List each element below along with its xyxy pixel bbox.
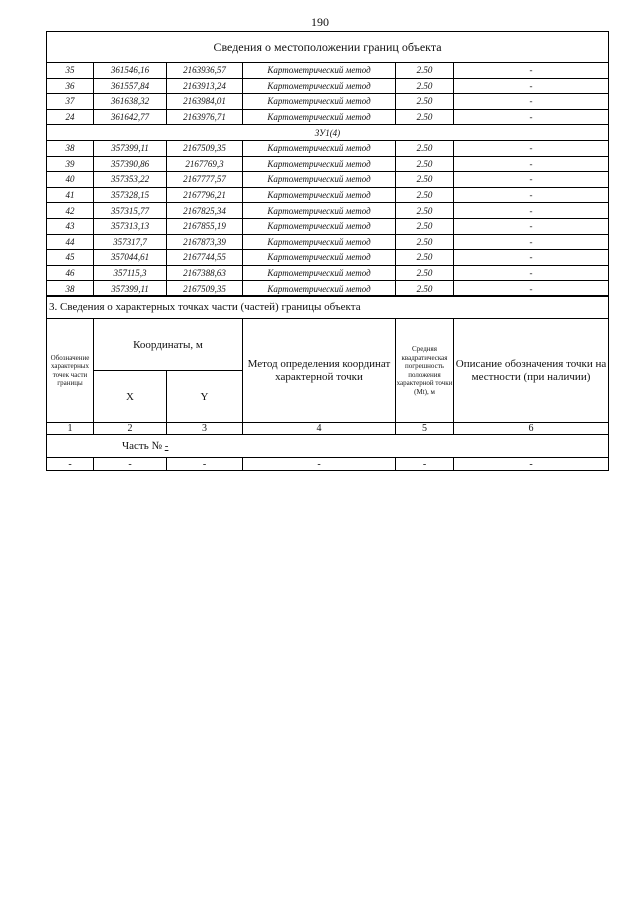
- coord-y: 2167873,39: [167, 234, 243, 250]
- coord-y: 2163936,57: [167, 63, 243, 79]
- coord-y: 2167388,63: [167, 265, 243, 281]
- table-row: [47, 187, 609, 203]
- coord-x: 357317,7: [94, 234, 167, 250]
- coord-y: 2163976,71: [167, 109, 243, 125]
- dash-cell: -: [47, 458, 94, 471]
- method-cell: Картометрический метод: [243, 109, 396, 125]
- description-cell: -: [454, 187, 609, 203]
- coord-y: 2163984,01: [167, 94, 243, 110]
- col-number: 4: [243, 423, 396, 435]
- col-number: 6: [454, 423, 609, 435]
- method-cell: Картометрический метод: [243, 234, 396, 250]
- table-row: [47, 156, 609, 172]
- description-cell: -: [454, 265, 609, 281]
- coord-x: 357353,22: [94, 172, 167, 188]
- header-mt: Средняя квадратическая погрешность положения характерной точки (Mt), м: [396, 319, 454, 423]
- description-cell: -: [454, 78, 609, 94]
- table-row: [47, 234, 609, 250]
- coord-x: 361642,77: [94, 109, 167, 125]
- coord-x: 357115,3: [94, 265, 167, 281]
- boundary-coordinates-table: [46, 31, 609, 297]
- dash-cell: -: [454, 458, 609, 471]
- dash-cell: -: [396, 458, 454, 471]
- point-number: 37: [47, 94, 94, 110]
- table-row: [47, 109, 609, 125]
- mt-cell: 2.50: [396, 218, 454, 234]
- mt-cell: 2.50: [396, 203, 454, 219]
- header-method: Метод определения координат характерной точки: [243, 319, 396, 423]
- coord-y: 2167777,57: [167, 172, 243, 188]
- part-label-cell: [47, 435, 609, 458]
- empty-data-row: [47, 458, 609, 471]
- table-row: [47, 203, 609, 219]
- coord-y: 2167855,19: [167, 218, 243, 234]
- point-number: 35: [47, 63, 94, 79]
- column-numbers-row: [47, 423, 609, 435]
- section-title-row: [47, 32, 609, 63]
- dash-cell: -: [167, 458, 243, 471]
- point-number: 36: [47, 78, 94, 94]
- table-row: [47, 250, 609, 266]
- mt-cell: 2.50: [396, 187, 454, 203]
- mt-cell: 2.50: [396, 234, 454, 250]
- description-cell: -: [454, 203, 609, 219]
- col-number: 1: [47, 423, 94, 435]
- method-cell: Картометрический метод: [243, 218, 396, 234]
- mt-cell: 2.50: [396, 94, 454, 110]
- group-row: [47, 125, 609, 141]
- part-label: Часть №: [122, 440, 162, 452]
- mt-cell: 2.50: [396, 140, 454, 156]
- description-cell: -: [454, 156, 609, 172]
- mt-cell: 2.50: [396, 63, 454, 79]
- coord-x: 357399,11: [94, 281, 167, 297]
- method-cell: Картометрический метод: [243, 94, 396, 110]
- coord-y: 2167796,21: [167, 187, 243, 203]
- point-number: 46: [47, 265, 94, 281]
- coord-y: 2167509,35: [167, 140, 243, 156]
- dash-cell: -: [94, 458, 167, 471]
- part-boundary-points-table: [46, 295, 609, 471]
- mt-cell: 2.50: [396, 156, 454, 172]
- point-number: 44: [47, 234, 94, 250]
- mt-cell: 2.50: [396, 265, 454, 281]
- section3-title-row: [47, 296, 609, 319]
- point-number: 40: [47, 172, 94, 188]
- method-cell: Картометрический метод: [243, 187, 396, 203]
- method-cell: Картометрический метод: [243, 250, 396, 266]
- method-cell: Картометрический метод: [243, 265, 396, 281]
- header-x: X: [94, 371, 167, 423]
- page-number: 190: [311, 15, 329, 29]
- mt-cell: 2.50: [396, 172, 454, 188]
- description-cell: -: [454, 234, 609, 250]
- coord-x: 357313,13: [94, 218, 167, 234]
- method-cell: Картометрический метод: [243, 281, 396, 297]
- mt-cell: 2.50: [396, 109, 454, 125]
- coord-y: 2167744,55: [167, 250, 243, 266]
- point-number: 38: [47, 281, 94, 297]
- dash-cell: -: [243, 458, 396, 471]
- coord-y: 2167509,35: [167, 281, 243, 297]
- coord-x: 361638,32: [94, 94, 167, 110]
- header-coordinates: Координаты, м: [94, 319, 243, 371]
- coord-x: 357315,77: [94, 203, 167, 219]
- method-cell: Картометрический метод: [243, 172, 396, 188]
- coord-y: 2167769,3: [167, 156, 243, 172]
- table-row: [47, 218, 609, 234]
- point-number: 43: [47, 218, 94, 234]
- point-number: 24: [47, 109, 94, 125]
- point-number: 39: [47, 156, 94, 172]
- part-row: [47, 435, 609, 458]
- method-cell: Картометрический метод: [243, 203, 396, 219]
- point-number: 45: [47, 250, 94, 266]
- coord-x: 357044,61: [94, 250, 167, 266]
- coord-x: 357390,86: [94, 156, 167, 172]
- coord-x: 357328,15: [94, 187, 167, 203]
- header-description: Описание обозначения точки на местности (при наличии): [454, 319, 609, 423]
- table-row: [47, 140, 609, 156]
- method-cell: Картометрический метод: [243, 156, 396, 172]
- mt-cell: 2.50: [396, 281, 454, 297]
- col-number: 3: [167, 423, 243, 435]
- table-row: [47, 63, 609, 79]
- description-cell: -: [454, 281, 609, 297]
- method-cell: Картометрический метод: [243, 63, 396, 79]
- description-cell: -: [454, 94, 609, 110]
- table-row: [47, 172, 609, 188]
- mt-cell: 2.50: [396, 78, 454, 94]
- coord-x: 357399,11: [94, 140, 167, 156]
- coord-y: 2163913,24: [167, 78, 243, 94]
- col-number: 2: [94, 423, 167, 435]
- section3-title: 3. Сведения о характерных точках части (частей) границы объекта: [47, 296, 609, 319]
- header-y: Y: [167, 371, 243, 423]
- coord-x: 361557,84: [94, 78, 167, 94]
- mt-cell: 2.50: [396, 250, 454, 266]
- section-title: Сведения о местоположении границ объекта: [47, 32, 609, 63]
- method-cell: Картометрический метод: [243, 78, 396, 94]
- description-cell: -: [454, 63, 609, 79]
- method-cell: Картометрический метод: [243, 140, 396, 156]
- description-cell: -: [454, 172, 609, 188]
- point-number: 38: [47, 140, 94, 156]
- part-number: -: [164, 440, 169, 452]
- header-row-1: [47, 319, 609, 371]
- table-row: [47, 265, 609, 281]
- description-cell: -: [454, 250, 609, 266]
- table-row: [47, 78, 609, 94]
- description-cell: -: [454, 140, 609, 156]
- group-label: ЗУ1(4): [47, 125, 609, 141]
- description-cell: -: [454, 109, 609, 125]
- header-designation: Обозначение характерных точек части границы: [47, 319, 94, 423]
- col-number: 5: [396, 423, 454, 435]
- table-row: [47, 94, 609, 110]
- coord-x: 361546,16: [94, 63, 167, 79]
- point-number: 41: [47, 187, 94, 203]
- coord-y: 2167825,34: [167, 203, 243, 219]
- description-cell: -: [454, 218, 609, 234]
- point-number: 42: [47, 203, 94, 219]
